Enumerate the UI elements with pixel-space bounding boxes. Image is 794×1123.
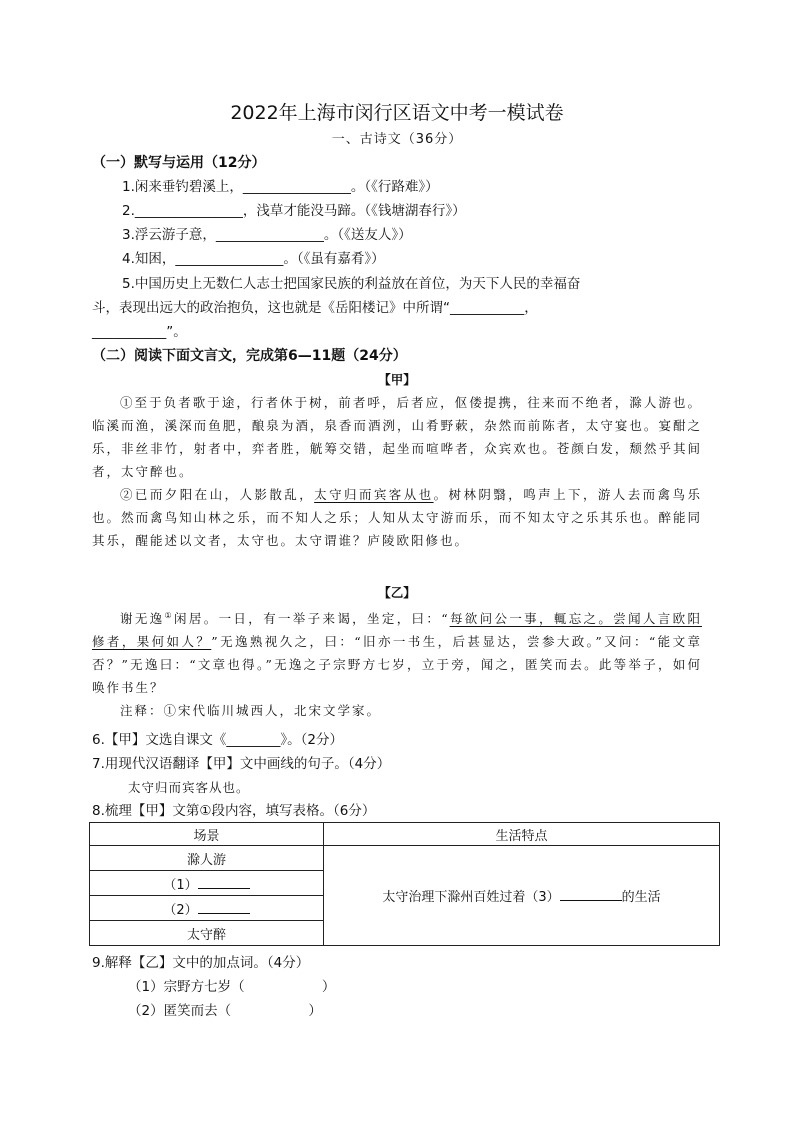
jia-label: 【甲】 bbox=[378, 372, 416, 387]
table-row-2 bbox=[90, 871, 324, 896]
question-9: 9.解释【乙】文中的加点词。（4分） bbox=[92, 955, 310, 971]
yi-rest: ”无逸熟视久之，曰：“旧亦一书生，后甚显达，尝参大政。”又问：“能文章否？”无逸曰：“文章也得。”无逸之子宗野方七岁，立于旁，闻之，匿笑而去。此等举子，如何唤作书生？ bbox=[92, 634, 702, 696]
answer-blank-2[interactable] bbox=[198, 901, 250, 914]
fill-line-5-cont: 斗，表现出远大的政治抱负，这也就是《岳阳楼记》中所谓“___________， bbox=[92, 300, 538, 316]
question-7: 7.用现代汉语翻译【甲】文中画线的句子。（4分） bbox=[92, 756, 391, 772]
jia-paragraph-1: ①至于负者歌于途，行者休于树，前者呼，后者应，伛偻提携，往来而不绝者，滁人游也。临溪而渔，溪深而鱼肥，酿泉为酒，泉香而酒洌，山肴野蔌，杂然而前陈者，太守宴也。宴酣之乐，非丝非竹，射者中，弈者胜，觥筹交错，起坐而喧哗者，众宾欢也。苍颜白发，颓然乎其间者，太守醉也。 bbox=[92, 395, 702, 479]
yi-mid: 闲居。一日，有一举子来谒，坐定，曰：“ bbox=[174, 611, 450, 627]
summary-table bbox=[89, 822, 720, 946]
feature-text-end: 的生活 bbox=[621, 890, 661, 905]
jia-text bbox=[92, 391, 702, 552]
feature-text-start: 太守治理下滁州百姓过着（3） bbox=[382, 890, 560, 905]
answer-blank-3[interactable] bbox=[560, 888, 622, 901]
yi-paragraph bbox=[92, 604, 702, 699]
fill-line-5-end: ___________”。 bbox=[92, 324, 187, 340]
table-header-feature: 生活特点 bbox=[324, 823, 720, 846]
underlined-sentence: 太守归而宾客从也 bbox=[314, 487, 434, 502]
yi-underlined: 每欲问公一事，輒忘之。尝闻人言欧阳修者，果何如人？ bbox=[92, 611, 702, 650]
jia-p2-rest: 。树林阴翳，鸣声上下，游人去而禽鸟乐也。然而禽鸟知山林之乐，而不知人之乐；人知从太守游而乐，而不知太守之乐其乐也。醉能同其乐，醒能述以文者，太守也。太守谓谁？庐陵欧阳修也。 bbox=[92, 487, 702, 548]
fill-line-2: 2.________________，浅草才能没马蹄。（《钱塘湖春行》） bbox=[122, 203, 466, 219]
page-title: 2022年上海市闵行区语文中考一模试卷 bbox=[230, 102, 564, 124]
table-row-1: 滁人游 bbox=[90, 846, 324, 871]
table-row-3 bbox=[90, 896, 324, 921]
table-feature-cell bbox=[324, 846, 720, 946]
question-7-sentence: 太守归而宾客从也。 bbox=[128, 780, 250, 795]
yi-label: 【乙】 bbox=[378, 585, 416, 600]
question-9-item-2: （2）匿笑而去（ ） bbox=[128, 1003, 322, 1019]
yi-text bbox=[92, 604, 702, 722]
fill-line-4: 4.知困，________________。（《虽有嘉肴》） bbox=[122, 251, 385, 267]
fill-line-1: 1.闲来垂钓碧溪上，________________。（《行路难》） bbox=[122, 179, 439, 195]
question-6: 6.【甲】文选自课文《________》。（2分） bbox=[92, 732, 343, 748]
jia-p2-start: ②已而夕阳在山，人影散乱， bbox=[120, 487, 315, 502]
part2-heading: （二）阅读下面文言文，完成第6—11题（24分） bbox=[92, 348, 407, 364]
section-subtitle: 一、古诗文（36分） bbox=[331, 132, 463, 147]
table-header-scene: 场景 bbox=[90, 823, 324, 846]
table-row-4: 太守醉 bbox=[90, 921, 324, 946]
fill-line-3: 3.浮云游子意，________________。（《送友人》） bbox=[122, 227, 412, 243]
fill-line-5: 5.中国历史上无数仁人志士把国家民族的利益放在首位，为天下人民的幸福奋 bbox=[122, 276, 581, 292]
jia-paragraph-2 bbox=[92, 483, 702, 552]
footnote-mark: ① bbox=[164, 611, 175, 620]
question-9-item-1: （1）宗野方七岁（ ） bbox=[128, 979, 336, 995]
yi-note: 注释：①宋代临川城西人，北宋文学家。 bbox=[120, 703, 382, 719]
answer-blank-1[interactable] bbox=[198, 876, 250, 889]
row-3-label: （2） bbox=[163, 902, 198, 918]
part1-heading: （一）默写与运用（12分） bbox=[92, 155, 266, 171]
yi-start: 谢无逸 bbox=[120, 611, 165, 627]
question-8: 8.梳理【甲】文第①段内容，填写表格。（6分） bbox=[92, 803, 376, 819]
row-2-label: （1） bbox=[163, 877, 198, 893]
